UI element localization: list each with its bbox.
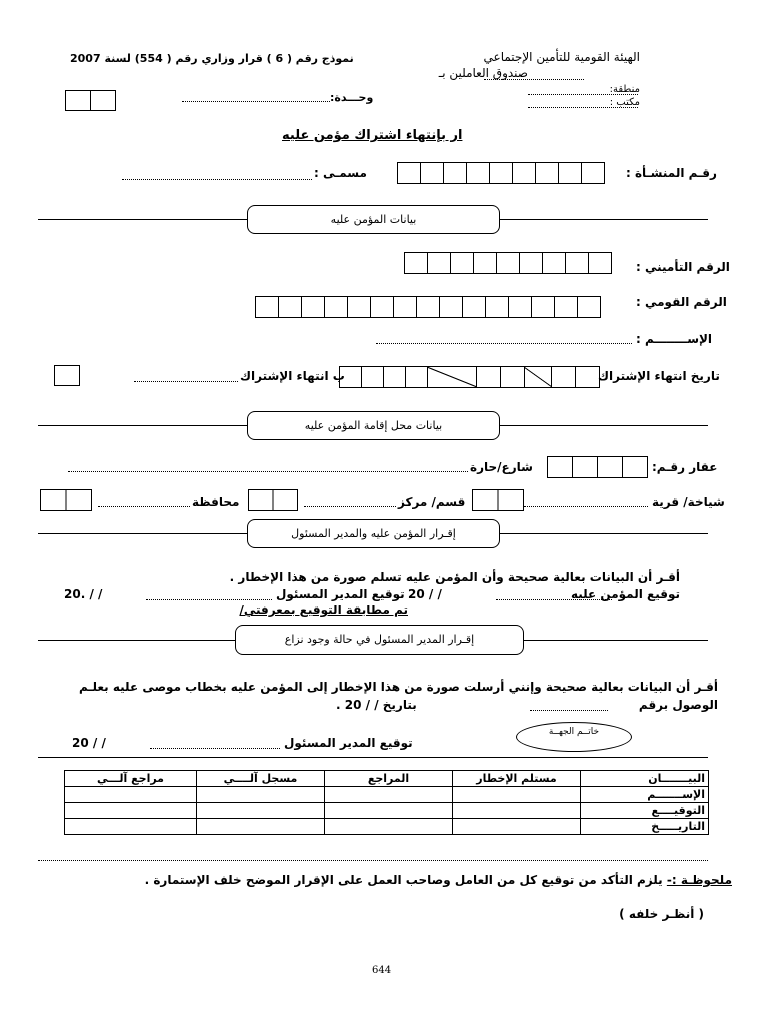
- fund-name: صندوق العاملين بـ: [438, 66, 528, 80]
- model-reference: نموذج رقم ( 6 ) قرار وزاري رقم ( 554) لسنة 2007: [70, 52, 354, 65]
- district-field[interactable]: [304, 506, 396, 507]
- dispute-signature-label: توقيع المدير المسئول: [284, 736, 413, 750]
- governorate-code-box[interactable]: [248, 489, 298, 511]
- region-field[interactable]: [528, 94, 638, 95]
- dispute-line-1: أقـر أن البيانات بعالية صحيحة وإنني أرسلت صورة من هذا الإخطار إلى المؤمن عليه بخطاب موصى عليه بعلـم: [79, 680, 718, 694]
- unit-label: وحـــدة:: [330, 91, 374, 104]
- village-field[interactable]: [524, 506, 648, 507]
- dispute-ref-label: الوصول برقم: [638, 698, 718, 712]
- entity-stamp: [516, 722, 632, 752]
- facility-name-label: مسمـى :: [314, 166, 367, 180]
- signature-manager-label: توقيع المدير المسئول: [276, 587, 405, 601]
- signature-verification-line: تم مطابقة التوقيع بمعرفتي/: [239, 603, 408, 617]
- section-divider: [38, 533, 248, 534]
- org-name: الهيئة القومية للتأمين الإجتماعي: [483, 50, 640, 64]
- table-header-cell: مسجل آلــــي: [197, 771, 325, 787]
- dispute-signature-date: / / 20: [72, 736, 106, 750]
- table-cell[interactable]: [453, 819, 581, 835]
- table-cell[interactable]: [325, 787, 453, 803]
- dispute-signature-field[interactable]: [150, 748, 280, 749]
- table-header-cell: مراجع آلـــي: [65, 771, 197, 787]
- governorate-label: محافظة: [192, 495, 240, 509]
- section-divider: [500, 533, 708, 534]
- end-date-label: تاريخ انتهاء الإشتراك: [598, 369, 720, 383]
- end-reason-label: ب انتهاء الإشتراك: [240, 369, 345, 383]
- property-number-boxes[interactable]: [548, 456, 648, 478]
- table-row: [65, 803, 709, 819]
- property-number-label: عقار رقـم:: [652, 460, 718, 474]
- governorate-field[interactable]: [98, 506, 190, 507]
- footnote: [145, 873, 732, 887]
- section-declaration: إقـرار المؤمن عليه والمدير المسئول: [247, 519, 500, 548]
- street-label: شارع/حارة: [470, 460, 533, 474]
- table-cell[interactable]: [197, 787, 325, 803]
- district-code-box[interactable]: [472, 489, 524, 511]
- signature-insured-date: / / 20: [408, 587, 442, 601]
- dispute-ref-field[interactable]: [530, 710, 608, 711]
- governorate-extra-box[interactable]: [40, 489, 92, 511]
- national-id-boxes[interactable]: [256, 296, 601, 318]
- table-cell[interactable]: [325, 819, 453, 835]
- signature-insured-label: توقيع المؤمن عليه: [570, 587, 680, 601]
- entity-stamp-text: خاتــم الجهــة: [548, 727, 600, 737]
- table-header-row: [65, 771, 709, 787]
- table-top-rule: [38, 757, 708, 758]
- table-row-label: التاريـــــخ: [581, 819, 709, 835]
- table-cell[interactable]: [65, 803, 197, 819]
- table-header-cell: مستلم الإخطار: [453, 771, 581, 787]
- section-divider: [524, 640, 708, 641]
- table-row-label: التوقيــــع: [581, 803, 709, 819]
- table-header-cell: البيـــــــان: [581, 771, 709, 787]
- insurance-number-label: الرقم التأميني :: [636, 260, 730, 274]
- table-cell[interactable]: [65, 787, 197, 803]
- page-title: ار بإنتهاء اشتراك مؤمن عليه: [282, 128, 463, 143]
- table-cell[interactable]: [197, 803, 325, 819]
- table-row: [65, 819, 709, 835]
- national-id-label: الرقم القومي :: [636, 295, 727, 309]
- insurance-number-boxes[interactable]: [405, 252, 612, 274]
- table-cell[interactable]: [453, 787, 581, 803]
- receipt-table: [64, 770, 709, 835]
- page-number: 644: [372, 965, 392, 976]
- table-cell[interactable]: [65, 819, 197, 835]
- section-insured-data: بيانات المؤمن عليه: [247, 205, 500, 234]
- region-label: منطقة:: [609, 84, 640, 95]
- table-cell[interactable]: [197, 819, 325, 835]
- table-header-cell: المراجع: [325, 771, 453, 787]
- end-date-boxes[interactable]: [340, 366, 600, 388]
- section-residence-data: بيانات محل إقامة المؤمن عليه: [247, 411, 500, 440]
- unit-code-boxes[interactable]: [66, 90, 116, 111]
- table-row: [65, 787, 709, 803]
- dispute-date: بتاريخ / / 20 .: [336, 698, 417, 712]
- office-label: مكتب :: [609, 97, 640, 108]
- table-cell[interactable]: [453, 803, 581, 819]
- footnote-text: يلزم التأكد من توقيع كل من العامل وصاحب العمل على الإقرار الموضح خلف الإستمارة .: [144, 873, 663, 887]
- unit-field[interactable]: [182, 101, 330, 102]
- facility-number-label: رقـم المنشـأة :: [626, 166, 717, 180]
- signature-manager-field[interactable]: [146, 599, 272, 600]
- section-dispute-declaration: إقـرار المدير المسئول في حالة وجود نزاع: [235, 625, 524, 655]
- section-divider: [500, 219, 708, 220]
- insured-name-field[interactable]: [376, 343, 632, 344]
- declaration-line-1: أقـر أن البيانات بعالية صحيحة وأن المؤمن عليه تسلم صورة من هذا الإخطار .: [229, 570, 680, 584]
- street-field[interactable]: [68, 471, 468, 472]
- table-cell[interactable]: [325, 803, 453, 819]
- insured-name-label: الإســــــــم :: [636, 332, 713, 346]
- end-reason-code-box[interactable]: [54, 365, 80, 386]
- section-divider: [38, 425, 248, 426]
- section-divider: [500, 425, 708, 426]
- see-back-note: ( أنظـر خلفه ): [619, 907, 704, 921]
- village-label: شياخة/ قرية: [652, 495, 725, 509]
- facility-number-boxes[interactable]: [398, 162, 605, 184]
- facility-name-field[interactable]: [122, 179, 312, 180]
- district-label: قسم/ مركز: [398, 495, 466, 509]
- office-field[interactable]: [528, 107, 638, 108]
- section-divider: [38, 640, 236, 641]
- fund-name-field[interactable]: [484, 79, 584, 80]
- table-bottom-rule: [38, 860, 708, 861]
- table-row-label: الإســـــــم: [581, 787, 709, 803]
- signature-insured-field[interactable]: [496, 599, 612, 600]
- end-reason-field[interactable]: [134, 381, 238, 382]
- footnote-label: ملحوظـة :-: [666, 873, 732, 887]
- section-divider: [38, 219, 248, 220]
- signature-manager-date: / / .20: [64, 587, 103, 601]
